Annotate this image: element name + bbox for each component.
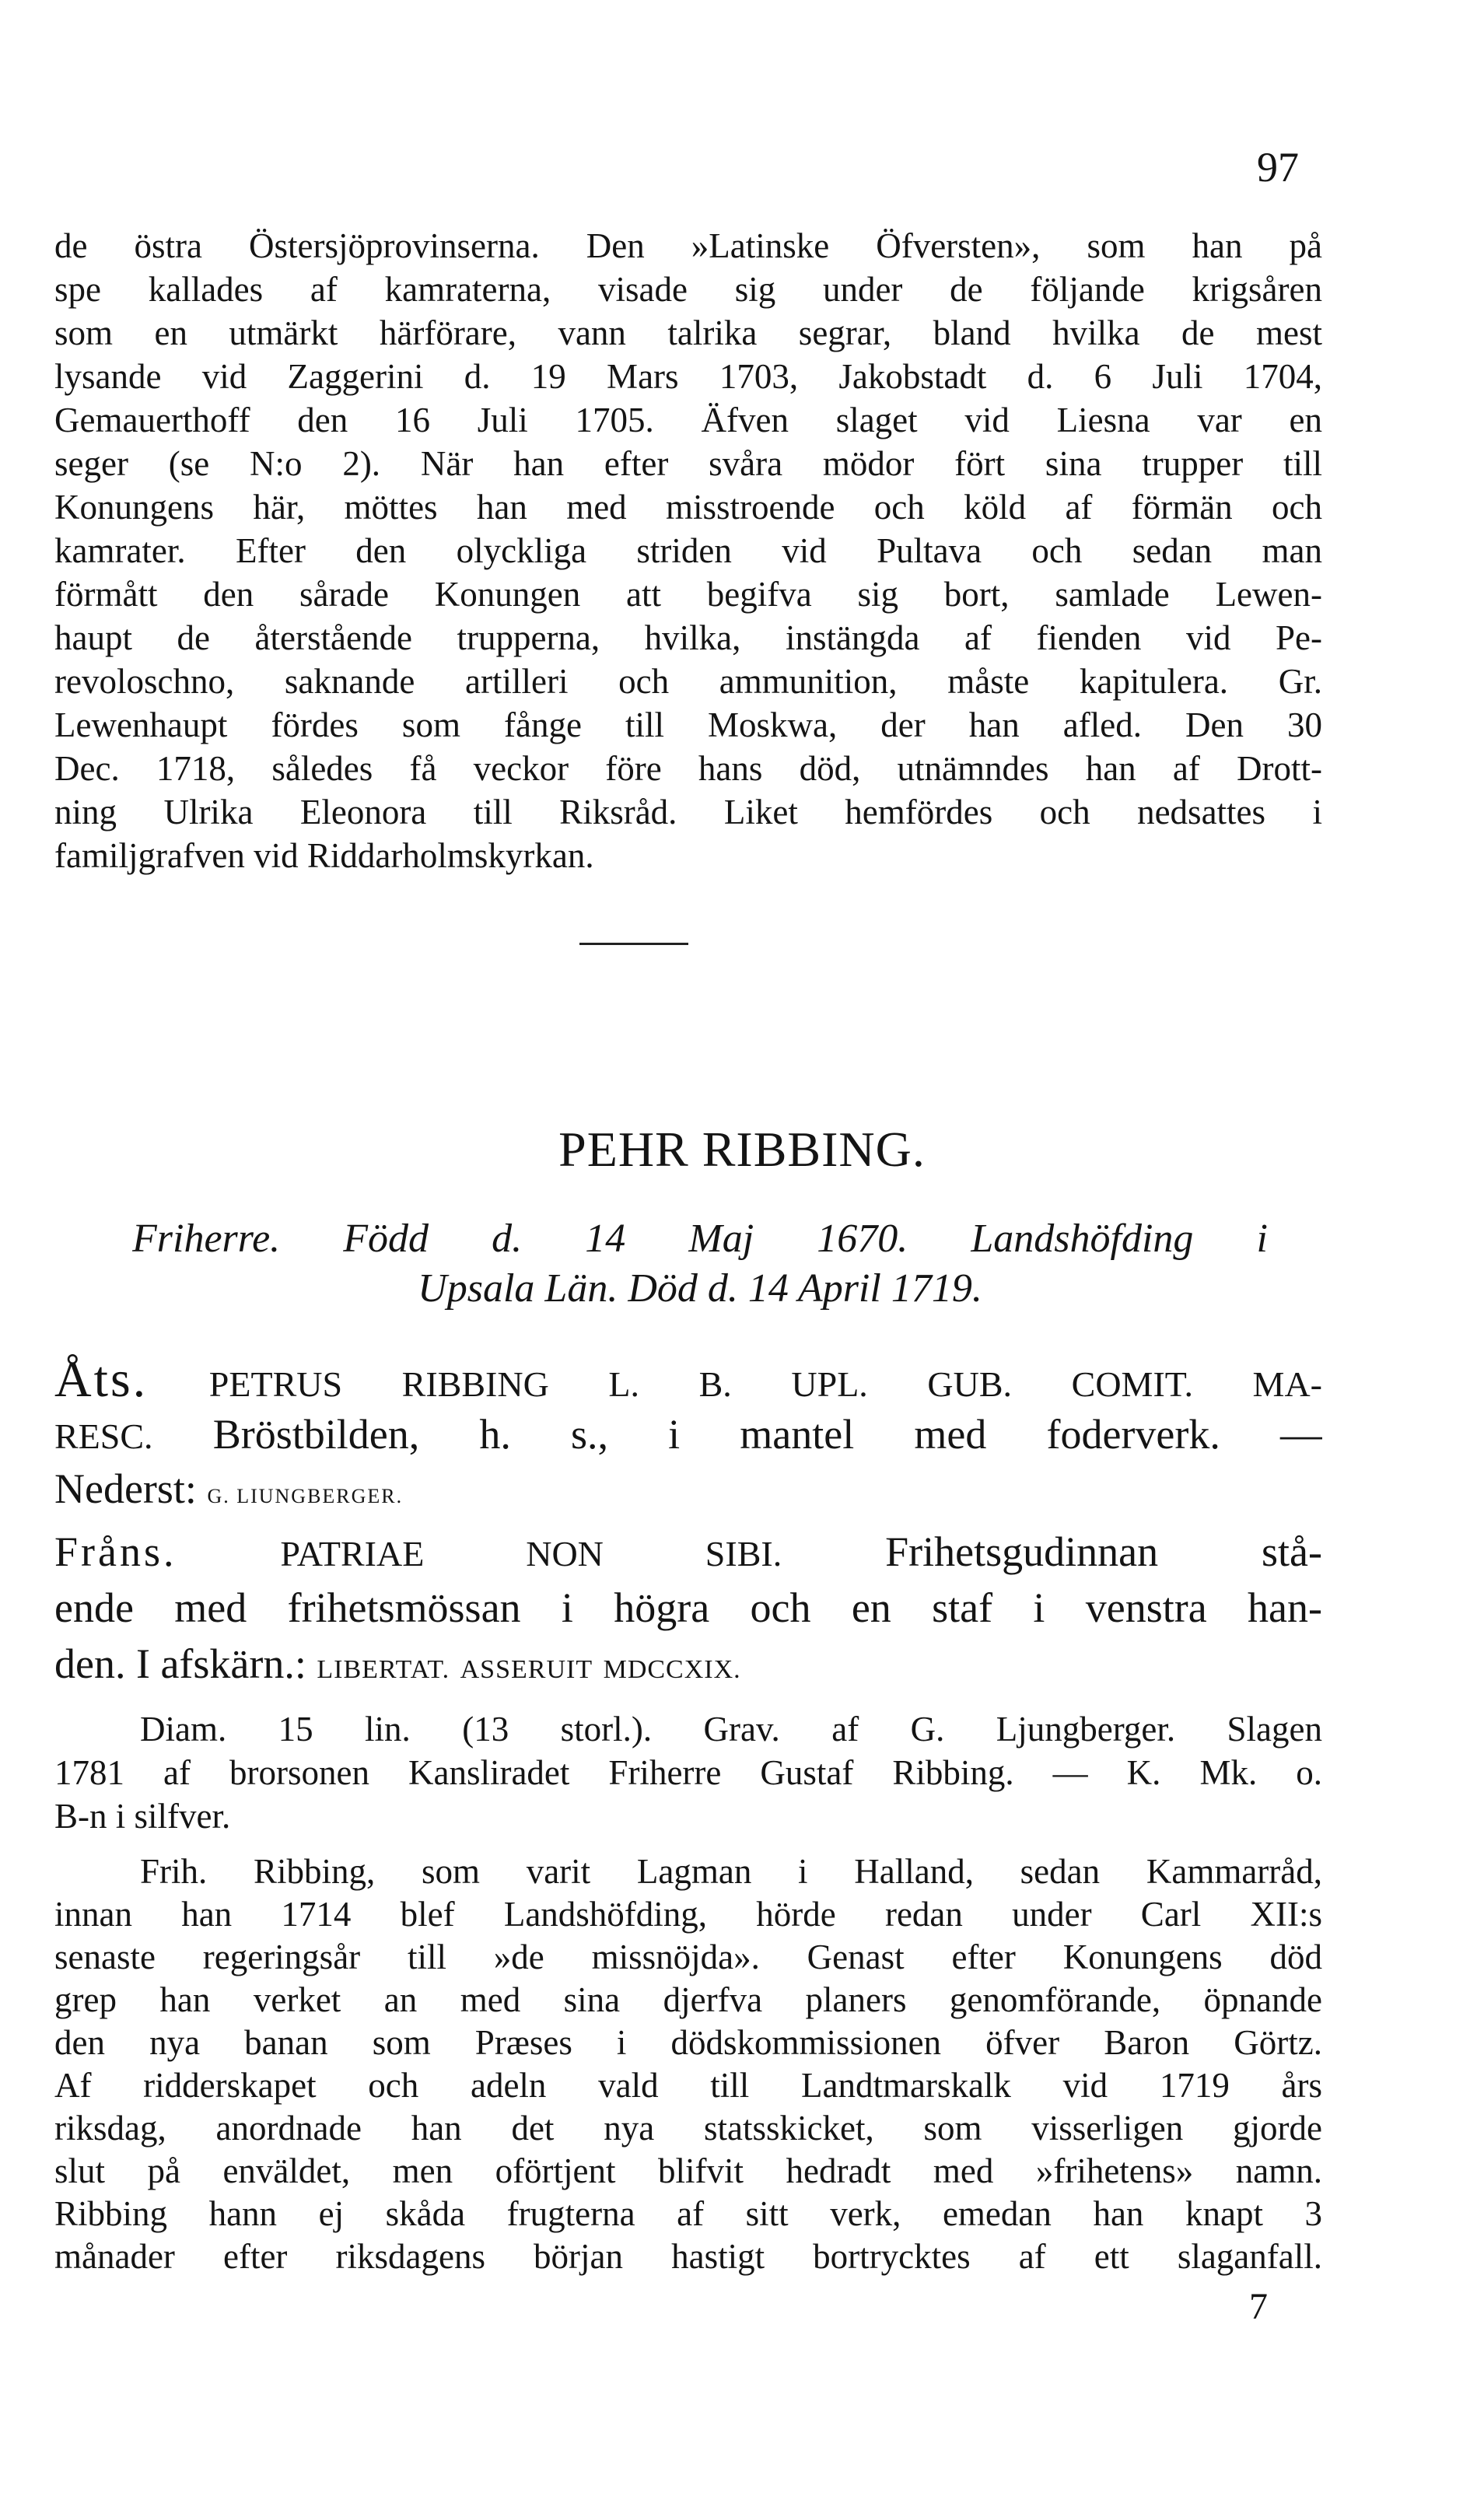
subtitle-line: Friherre. Född d. 14 Maj 1670. Landshöfding i <box>132 1216 1268 1261</box>
text-line: den nya banan som Præses i dödskommissionen öfver Baron Görtz. <box>54 2023 1322 2062</box>
diameter-paragraph <box>54 1707 1322 1838</box>
page-number: 97 <box>1257 144 1299 191</box>
exergue-text: LIBERTAT. <box>317 1655 450 1684</box>
reverse-line <box>54 1525 1322 1581</box>
text-line: grep han verket an med sina djerfva planers genomförande, öpnande <box>54 1980 1322 2019</box>
obverse-line <box>54 1408 1322 1462</box>
text-line: Diam. 15 lin. (13 storl.). Grav. af G. Ljungberger. Slagen <box>140 1710 1322 1749</box>
text-line: förmått den sårade Konungen att begifva sig bort, samlade Lewen- <box>54 575 1322 614</box>
text-line: haupt de återstående trupperna, hvilka, instängda af fienden vid Pe- <box>54 618 1322 657</box>
subtitle <box>132 1215 1268 1315</box>
reverse-text: den. I afskärn.: <box>54 1640 306 1687</box>
text-line: spe kallades af kamraterna, visade sig under de följande krigsåren <box>54 270 1322 309</box>
reverse-text: Frihetsgudinnan stå- <box>885 1528 1322 1575</box>
text-line: Frih. Ribbing, som varit Lagman i Halland, sedan Kammarråd, <box>140 1852 1322 1891</box>
text-line: månader efter riksdagens början hastigt bortrycktes af ett slaganfall. <box>54 2237 1322 2276</box>
reverse-label: Fråns. <box>54 1528 177 1575</box>
text-line: som en utmärkt härförare, vann talrika segrar, bland hvilka de mest <box>54 313 1322 352</box>
obverse-description <box>54 1353 1322 1517</box>
text-line: innan han 1714 blef Landshöfding, hörde redan under Carl XII:s <box>54 1895 1322 1934</box>
exergue-text: ASSERUIT <box>460 1655 593 1684</box>
intro-paragraph <box>54 224 1322 877</box>
reverse-line <box>54 1637 1322 1693</box>
text-line: Ribbing hann ej skåda frugterna af sitt verk, emedan han knapt 3 <box>54 2194 1322 2233</box>
text-line: B-n i silfver. <box>54 1797 231 1836</box>
text-line: Konungens här, möttes han med misstroende och köld af förmän och <box>54 488 1322 527</box>
text-line: Gemauerthoff den 16 Juli 1705. Äfven slaget vid Liesna var en <box>54 401 1322 439</box>
section-title: PEHR RIBBING. <box>558 1122 926 1177</box>
text-line: Lewenhaupt fördes som fånge till Moskwa, der han afled. Den 30 <box>54 705 1322 744</box>
obverse-line <box>54 1353 1322 1408</box>
obverse-label: Åts. <box>54 1353 149 1408</box>
exergue-text: MDCCXIX. <box>603 1655 741 1684</box>
section-divider <box>579 943 688 945</box>
text-line: familjgrafven vid Riddarholmskyrkan. <box>54 836 594 875</box>
reverse-description <box>54 1525 1322 1693</box>
text-line: riksdag, anordnade han det nya statsskicket, som visserligen gjorde <box>54 2109 1322 2148</box>
nederst-label: Nederst: <box>54 1465 197 1512</box>
obverse-text: Bröstbilden, h. s., i mantel med foderverk. — <box>212 1411 1322 1458</box>
obverse-line <box>54 1462 1322 1517</box>
text-line: senaste regeringsår till »de missnöjda». Genast efter Konungens död <box>54 1938 1322 1976</box>
text-line: kamrater. Efter den olyckliga striden vid Pultava och sedan man <box>54 531 1322 570</box>
obverse-inscription: RESC. <box>54 1416 153 1456</box>
text-line: Af ridderskapet och adeln vald till Landtmarskalk vid 1719 års <box>54 2066 1322 2105</box>
text-line: seger (se N:o 2). När han efter svåra mödor fört sina trupper till <box>54 444 1322 483</box>
subtitle-line: Upsala Län. Död d. 14 April 1719. <box>418 1266 982 1311</box>
engraver-name: G. LIUNGBERGER. <box>207 1485 404 1507</box>
obverse-inscription: PETRUS RIBBING L. B. UPL. GUB. COMIT. MA- <box>208 1364 1322 1404</box>
reverse-motto: PATRIAE NON SIBI. <box>280 1534 782 1574</box>
text-line: revoloschno, saknande artilleri och ammunition, måste kapitulera. Gr. <box>54 662 1322 701</box>
text-line: slut på enväldet, men oförtjent blifvit hedradt med »frihetens» namn. <box>54 2151 1322 2190</box>
text-line: 1781 af brorsonen Kansliradet Friherre Gustaf Ribbing. — K. Mk. o. <box>54 1753 1322 1792</box>
text-line: Dec. 1718, således få veckor före hans död, utnämndes han af Drott- <box>54 749 1322 788</box>
reverse-line: ende med frihetsmössan i högra och en staf i venstra han- <box>54 1584 1322 1631</box>
text-line: lysande vid Zaggerini d. 19 Mars 1703, Jakobstadt d. 6 Juli 1704, <box>54 357 1322 396</box>
text-line: ning Ulrika Eleonora till Riksråd. Liket hemfördes och nedsattes i <box>54 793 1322 831</box>
biography-paragraph <box>54 1850 1322 2277</box>
signature-mark: 7 <box>1249 2286 1268 2327</box>
text-line: de östra Östersjöprovinserna. Den »Latinske Öfversten», som han på <box>54 226 1322 265</box>
